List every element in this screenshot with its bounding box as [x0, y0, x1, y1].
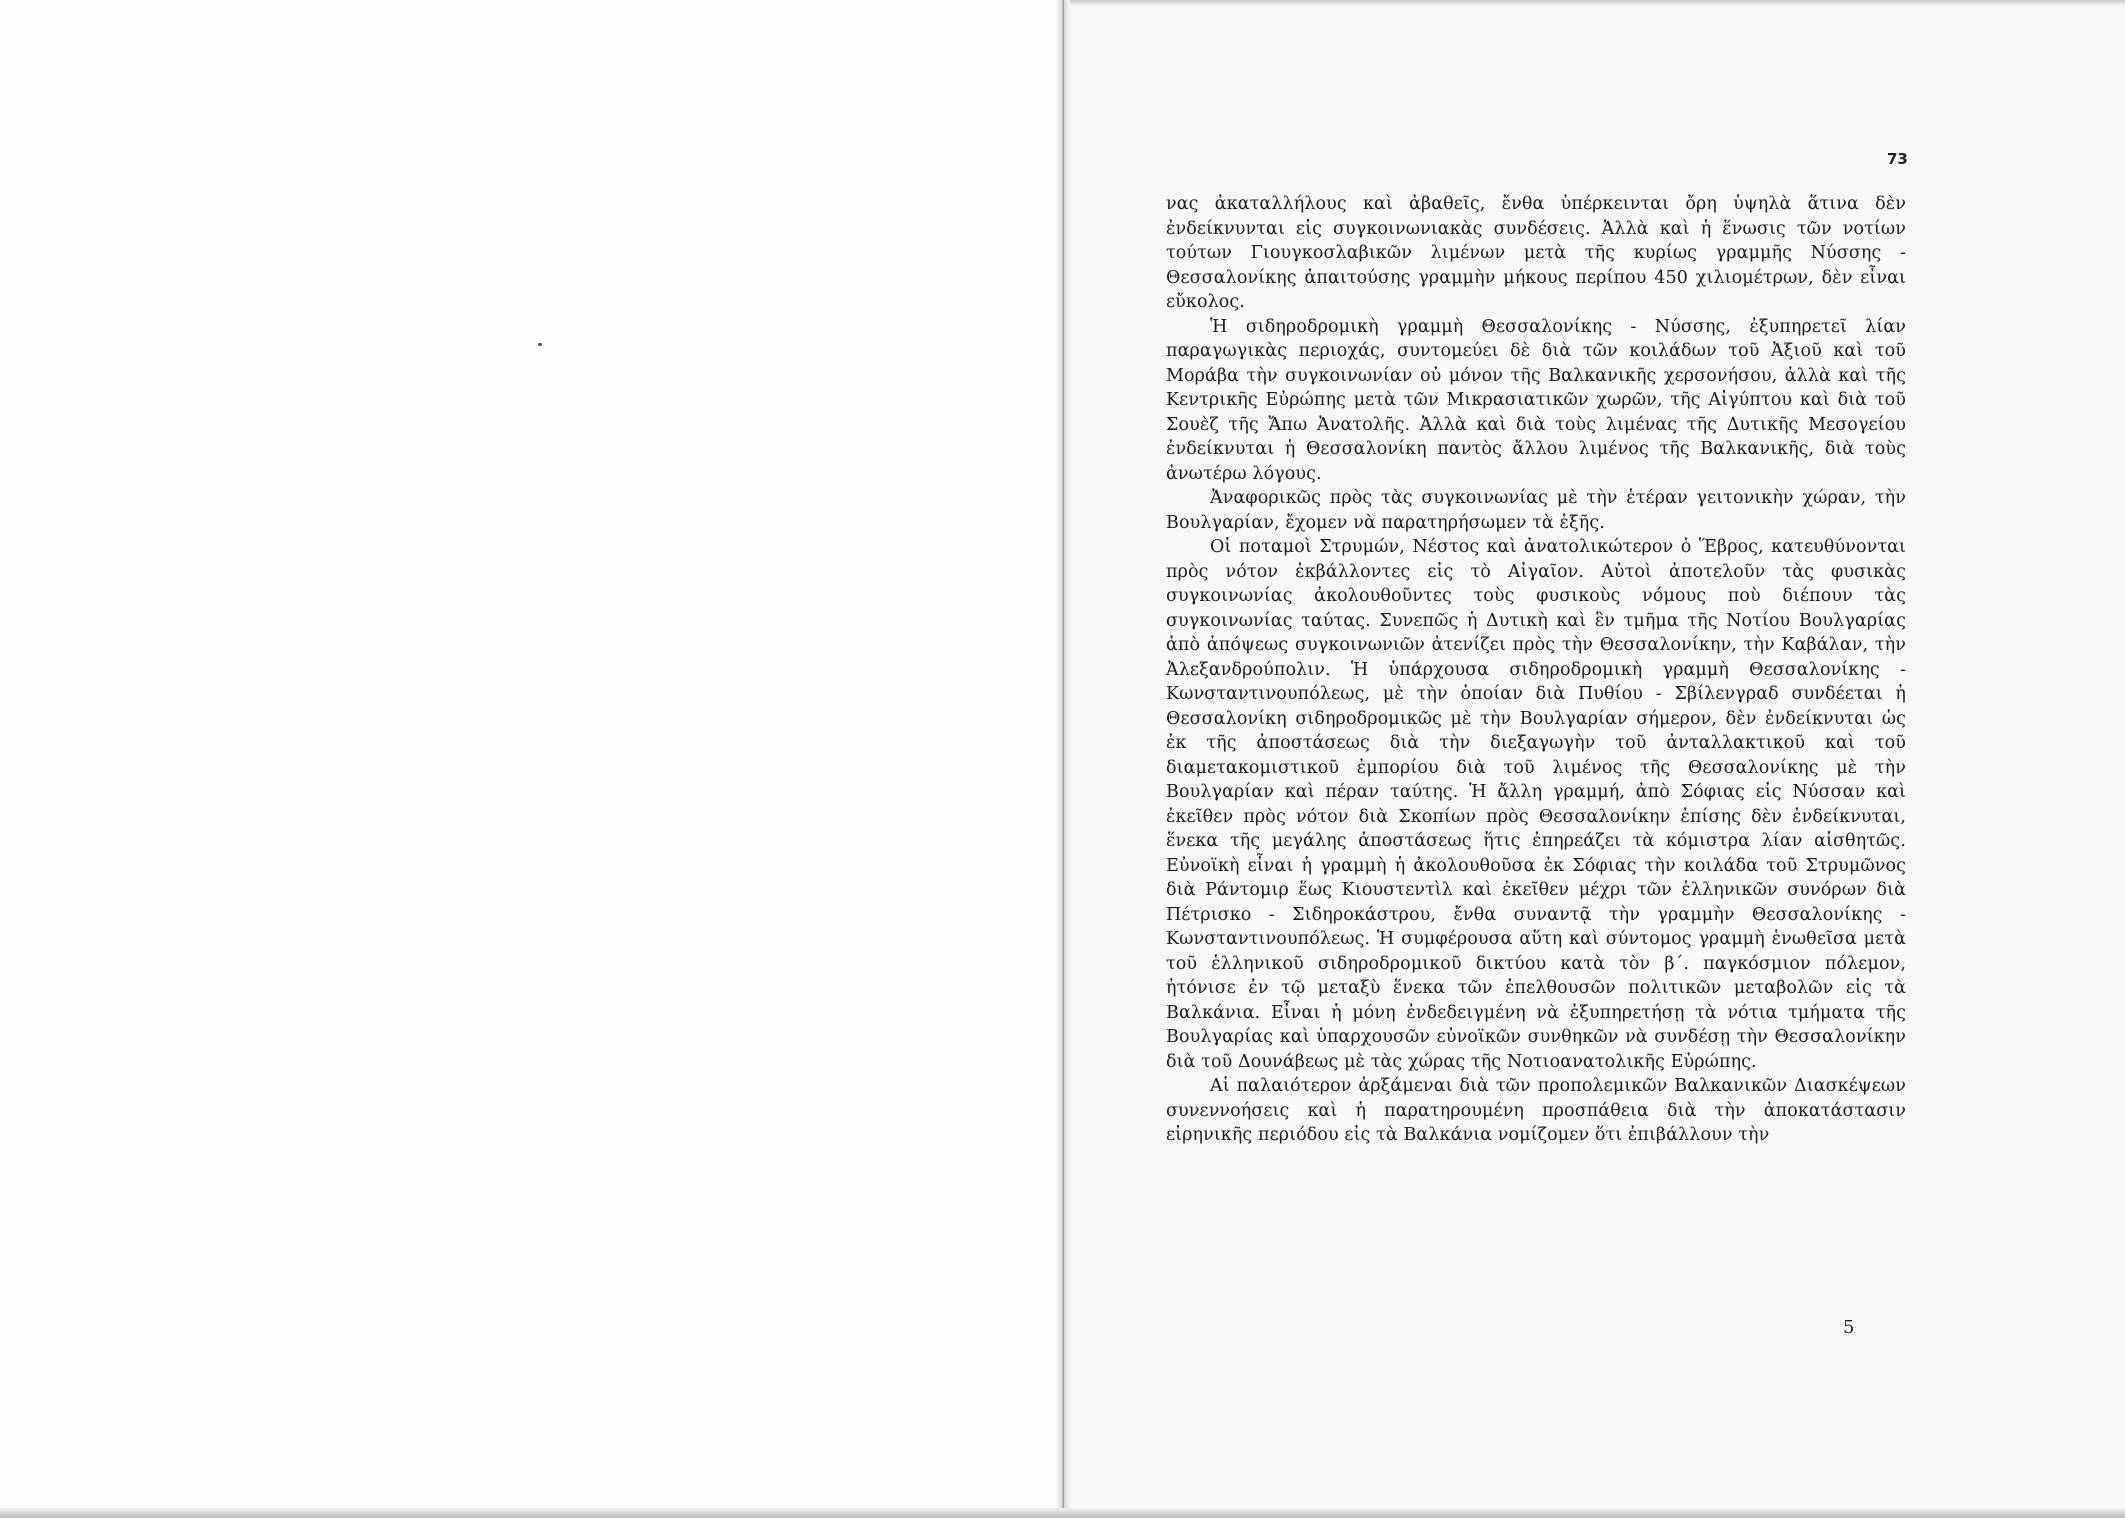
page-top-edge [1070, 0, 2125, 6]
paragraph: νας ἀκαταλλήλους καὶ ἀβαθεῖς, ἔνθα ὑπέρκεινται ὄρη ὑψηλὰ ἅτινα δὲν ἐνδείκνυνται εἰς συγκοινωνιακὰς συνδέσεις. Ἀλλὰ καὶ ἡ ἕνωσις τῶν νοτίων τούτων Γιουγκοσλαβικῶν λιμένων μετὰ τῆς κυρίως γραμμῆς Νύσσης - Θεσσαλονίκης ἀπαιτούσης γραμμὴν μήκους περίπου 450 χιλιομέτρων, δὲν εἶναι εὔκολος. [1166, 194, 1906, 312]
book-gutter [1056, 0, 1070, 1518]
paragraph: Ἡ σιδηροδρομικὴ γραμμὴ Θεσσαλονίκης - Νύσσης, ἐξυπηρετεῖ λίαν παραγωγικὰς περιοχάς, συντομεύει δὲ διὰ τῶν κοιλάδων τοῦ Ἀξιοῦ καὶ τοῦ Μοράβα τὴν συγκοινωνίαν οὐ μόνον τῆς Βαλκανικῆς χερσονήσου, ἀλλὰ καὶ τῆς Κεντρικῆς Εὐρώπης μετὰ τῶν Μικρασιατικῶν χωρῶν, τῆς Αἰγύπτου καὶ διὰ τοῦ Σουὲζ τῆς Ἄπω Ἀνατολῆς. Ἀλλὰ καὶ διὰ τοὺς λιμένας τῆς Δυτικῆς Μεσογείου ἐνδείκνυται ἡ Θεσσαλονίκη παντὸς ἄλλου λιμένος τῆς Βαλκανικῆς, διὰ τοὺς ἀνωτέρω λόγους. [1166, 316, 1906, 484]
paragraph: Ἀναφορικῶς πρὸς τὰς συγκοινωνίας μὲ τὴν ἑτέραν γειτονικὴν χώραν, τὴν Βουλγαρίαν, ἔχομεν νὰ παρατηρήσωμεν τὰ ἑξῆς. [1166, 488, 1906, 533]
paragraph: Αἱ παλαιότερον ἀρξάμεναι διὰ τῶν προπολεμικῶν Βαλκανικῶν Διασκέψεων συνεννοήσεις καὶ ἡ παρατηρουμένη προσπάθεια διὰ τὴν ἀποκατάστασιν εἰρηνικῆς περιόδου εἰς τὰ Βαλκάνια νομίζομεν ὅτι ἐπιβάλλουν τὴν [1166, 1076, 1906, 1145]
body-text [1166, 192, 1906, 1148]
page-number: 73 [1887, 150, 1908, 168]
page-bottom-edge [0, 1508, 2125, 1518]
signature-mark: 5 [1843, 1317, 1855, 1338]
paragraph: Οἱ ποταμοὶ Στρυμών, Νέστος καὶ ἀνατολικώτερον ὁ Ἕβρος, κατευθύνονται πρὸς νότον ἐκβάλλοντες εἰς τὸ Αἰγαῖον. Αὐτοὶ ἀποτελοῦν τὰς φυσικὰς συγκοινωνίας ἀκολουθοῦντες τοὺς φυσικοὺς νόμους ποὺ διέπουν τὰς συγκοινωνίας ταύτας. Συνεπῶς ἡ Δυτικὴ καὶ ἓν τμῆμα τῆς Νοτίου Βουλγαρίας ἀπὸ ἀπόψεως συγκοινωνιῶν ἀτενίζει πρὸς τὴν Θεσσαλονίκην, τὴν Καβάλαν, τὴν Ἀλεξανδρούπολιν. Ἡ ὑπάρχουσα σιδηροδρομικὴ γραμμὴ Θεσσαλονίκης - Κωνσταντινουπόλεως, μὲ τὴν ὁποίαν διὰ Πυθίου - Σβίλενγραδ συνδέεται ἡ Θεσσαλονίκη σιδηροδρομικῶς μὲ τὴν Βουλγαρίαν σήμερον, δὲν ἐνδείκνυται ὡς ἐκ τῆς ἀποστάσεως διὰ τὴν διεξαγωγὴν τοῦ ἀνταλλακτικοῦ καὶ τοῦ διαμετακομιστικοῦ ἐμπορίου διὰ τοῦ λιμένος τῆς Θεσσαλονίκης μὲ τὴν Βουλγαρίαν καὶ πέραν ταύτης. Ἡ ἄλλη γραμμή, ἀπὸ Σόφιας εἰς Νύσσαν καὶ ἐκεῖθεν πρὸς νότον διὰ Σκοπίων πρὸς Θεσσαλονίκην ἐπίσης δὲν ἐνδείκνυται, ἕνεκα τῆς μεγάλης ἀποστάσεως ἥτις ἐπηρεάζει τὰ κόμιστρα λίαν αἰσθητῶς. Εὐνοϊκὴ εἶναι ἡ γραμμὴ ἡ ἀκολουθοῦσα ἐκ Σόφιας τὴν κοιλάδα τοῦ Στρυμῶνος διὰ Ράντομιρ ἕως Κιουστεντὶλ καὶ ἐκεῖθεν μέχρι τῶν ἑλληνικῶν συνόρων διὰ Πέτρισκο - Σιδηροκάστρου, ἔνθα συναντᾷ τὴν γραμμὴν Θεσσαλονίκης - Κωνσταντινουπόλεως. Ἡ συμφέρουσα αὕτη καὶ σύντομος γραμμὴ ἑνωθεῖσα μετὰ τοῦ ἑλληνικοῦ σιδηροδρομικοῦ δικτύου κατὰ τὸν β΄. παγκόσμιον πόλεμον, ἠτόνισε ἐν τῷ μεταξὺ ἕνεκα τῶν ἐπελθουσῶν πολιτικῶν μεταβολῶν εἰς τὰ Βαλκάνια. Εἶναι ἡ μόνη ἐνδεδειγμένη νὰ ἐξυπηρετήσῃ τὰ νότια τμήματα τῆς Βουλγαρίας καὶ ὑπαρχουσῶν εὐνοϊκῶν συνθηκῶν νὰ συνδέσῃ τὴν Θεσσαλονίκην διὰ τοῦ Δουνάβεως μὲ τὰς χώρας τῆς Νοτιοανατολικῆς Εὐρώπης. [1166, 537, 1906, 1072]
left-page-blank [0, 0, 1062, 1518]
ink-speck [538, 343, 542, 346]
